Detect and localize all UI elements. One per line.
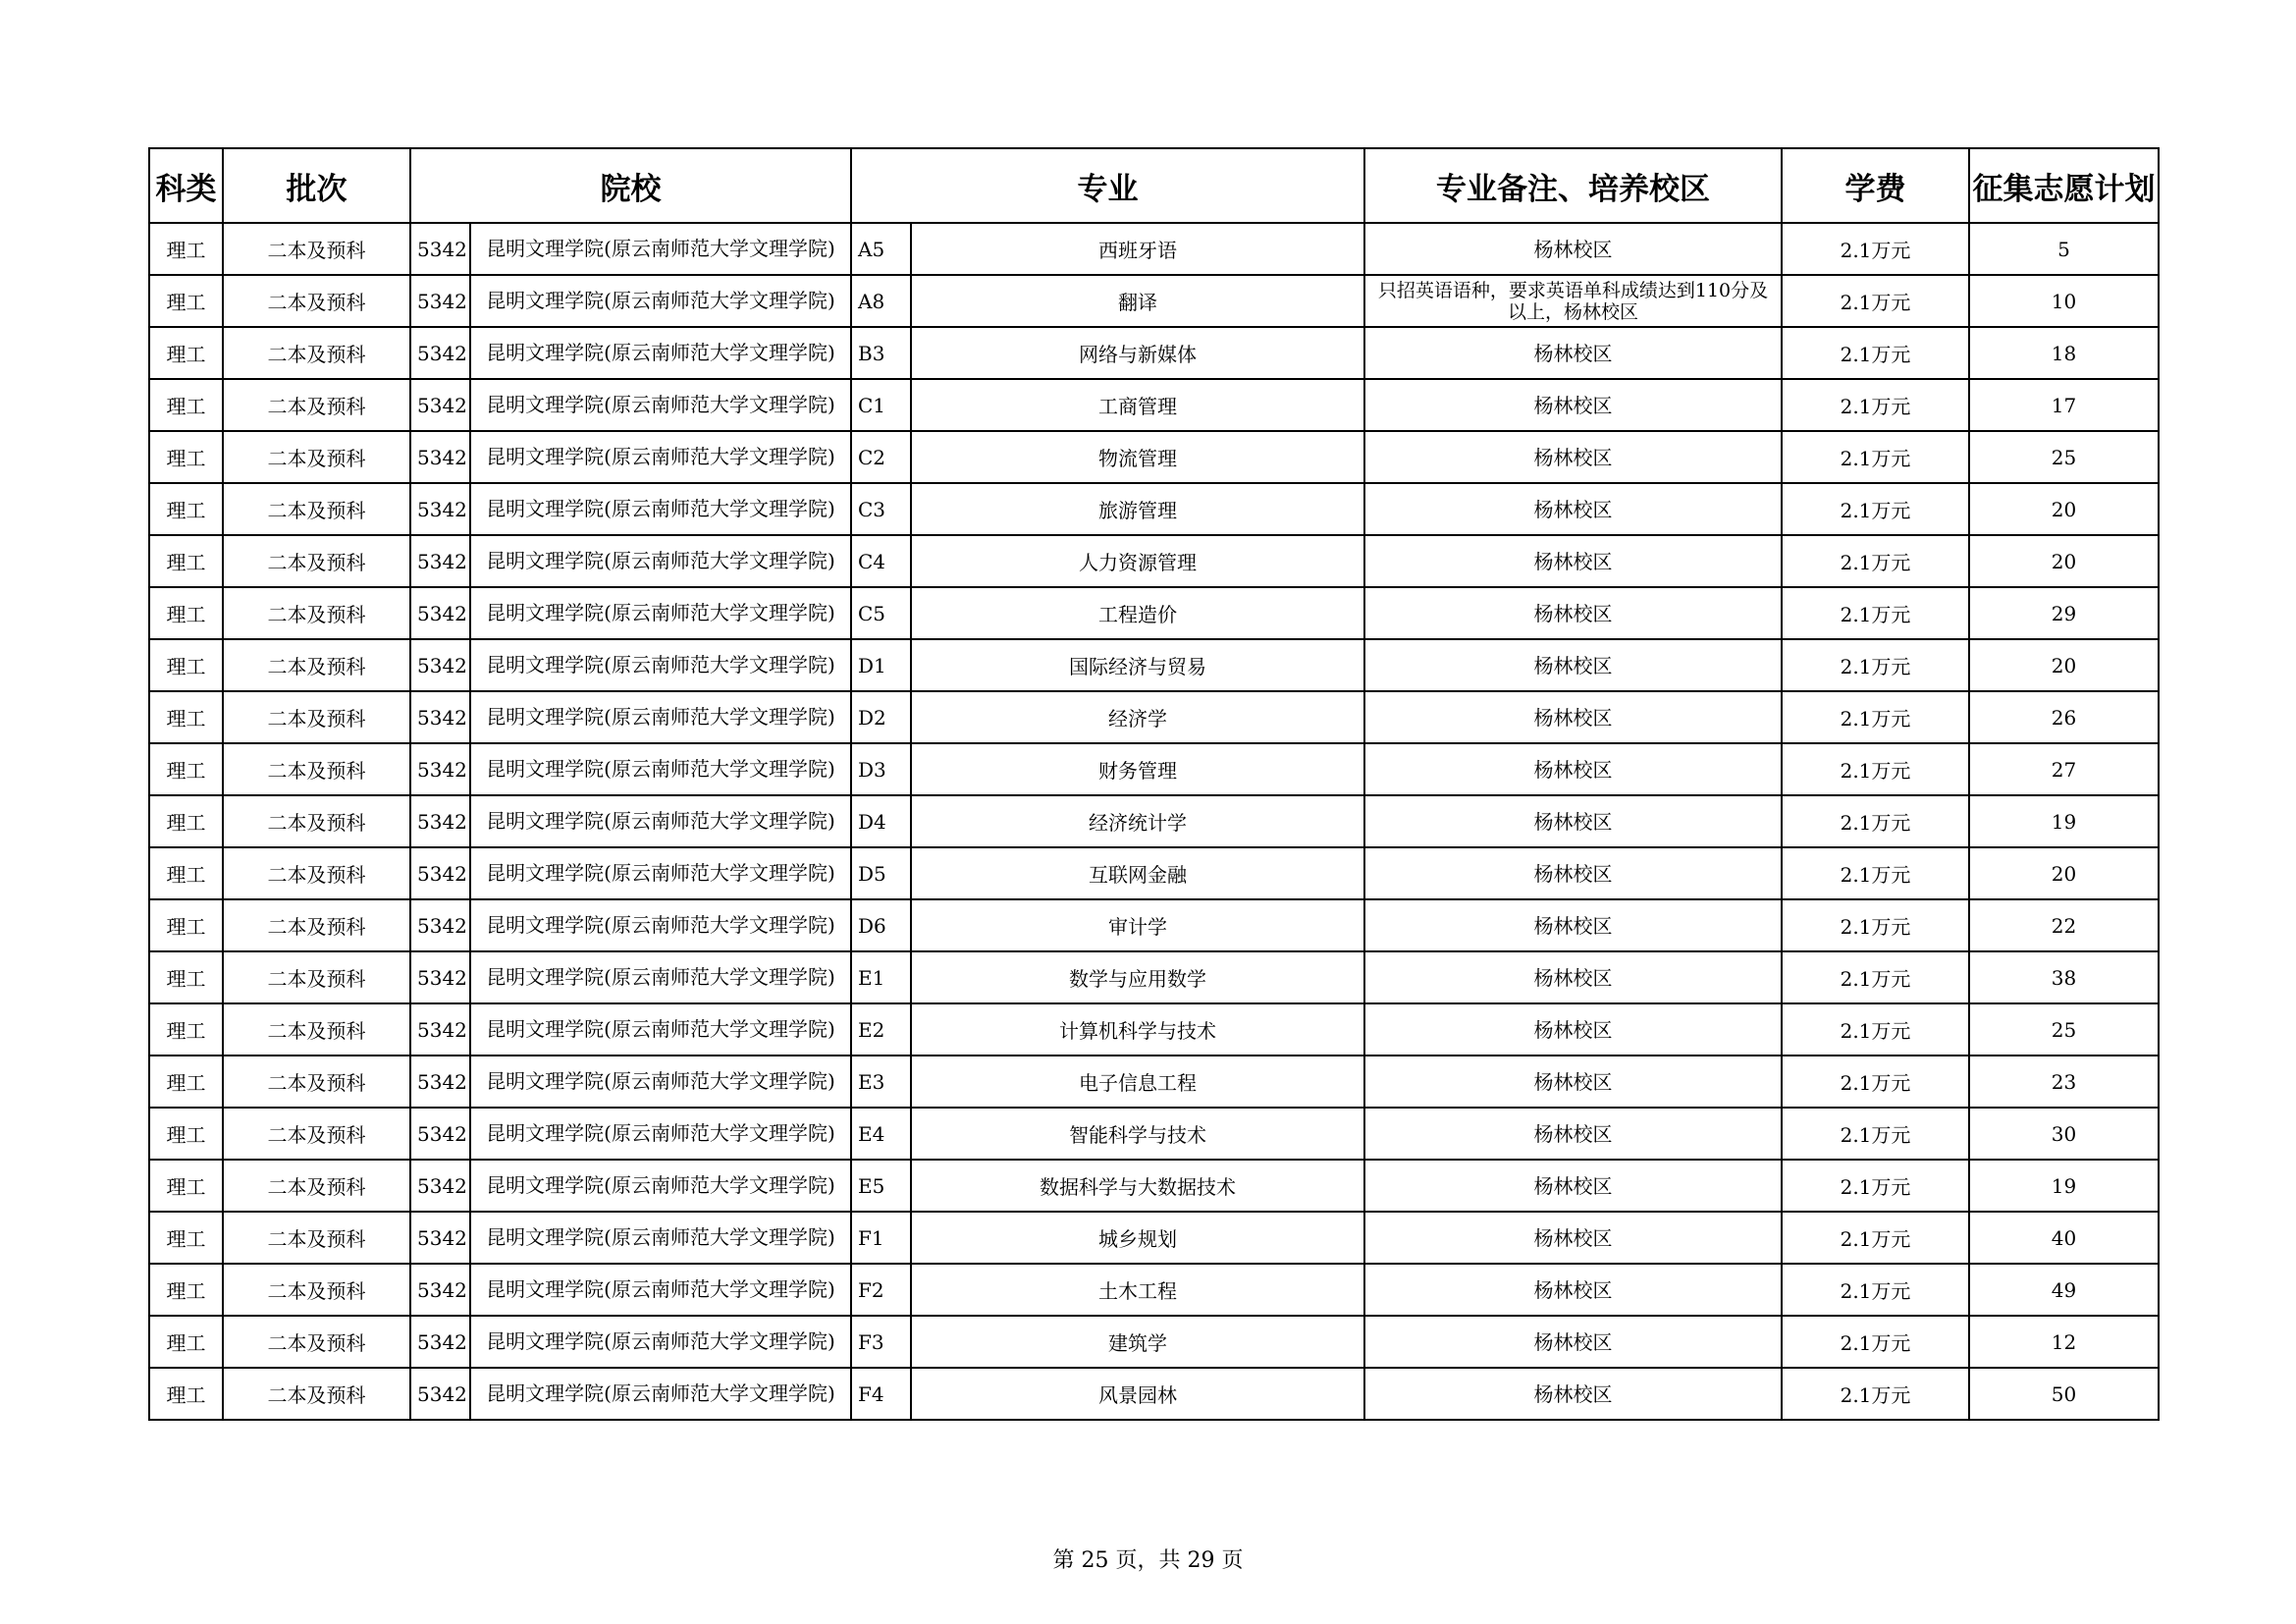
cell-fee: 2.1万元 — [1782, 795, 1969, 847]
cell-school-code: 5342 — [410, 587, 470, 639]
cell-remark: 杨林校区 — [1364, 951, 1782, 1003]
cell-batch: 二本及预科 — [223, 691, 410, 743]
cell-fee: 2.1万元 — [1782, 1056, 1969, 1108]
cell-category: 理工 — [149, 223, 223, 275]
cell-major: 国际经济与贸易 — [911, 639, 1364, 691]
cell-school-code: 5342 — [410, 327, 470, 379]
cell-major: 人力资源管理 — [911, 535, 1364, 587]
cell-category: 理工 — [149, 483, 223, 535]
cell-plan: 25 — [1969, 1003, 2159, 1056]
cell-fee: 2.1万元 — [1782, 1003, 1969, 1056]
cell-plan: 19 — [1969, 795, 2159, 847]
cell-major-code: F4 — [851, 1368, 911, 1420]
cell-major-code: D6 — [851, 899, 911, 951]
cell-batch: 二本及预科 — [223, 379, 410, 431]
cell-fee: 2.1万元 — [1782, 899, 1969, 951]
cell-category: 理工 — [149, 587, 223, 639]
cell-category: 理工 — [149, 743, 223, 795]
cell-school-code: 5342 — [410, 535, 470, 587]
page-footer: 第 25 页，共 29 页 — [1052, 1548, 1244, 1573]
cell-fee: 2.1万元 — [1782, 483, 1969, 535]
cell-school-code: 5342 — [410, 1264, 470, 1316]
cell-remark: 杨林校区 — [1364, 483, 1782, 535]
cell-school-name: 昆明文理学院(原云南师范大学文理学院) — [470, 951, 851, 1003]
cell-school-code: 5342 — [410, 1160, 470, 1212]
cell-plan: 20 — [1969, 483, 2159, 535]
admission-plan-table — [148, 147, 2160, 1421]
cell-batch: 二本及预科 — [223, 1056, 410, 1108]
header-school: 院校 — [410, 148, 851, 223]
cell-batch: 二本及预科 — [223, 1212, 410, 1264]
cell-major: 翻译 — [911, 275, 1364, 327]
cell-batch: 二本及预科 — [223, 483, 410, 535]
cell-category: 理工 — [149, 431, 223, 483]
cell-major: 经济统计学 — [911, 795, 1364, 847]
cell-plan: 40 — [1969, 1212, 2159, 1264]
cell-school-name: 昆明文理学院(原云南师范大学文理学院) — [470, 1264, 851, 1316]
cell-remark: 杨林校区 — [1364, 1316, 1782, 1368]
cell-major-code: F1 — [851, 1212, 911, 1264]
cell-fee: 2.1万元 — [1782, 223, 1969, 275]
cell-category: 理工 — [149, 1368, 223, 1420]
cell-remark: 杨林校区 — [1364, 899, 1782, 951]
header-remark: 专业备注、培养校区 — [1364, 148, 1782, 223]
cell-school-code: 5342 — [410, 1056, 470, 1108]
cell-fee: 2.1万元 — [1782, 1316, 1969, 1368]
cell-plan: 27 — [1969, 743, 2159, 795]
cell-school-code: 5342 — [410, 431, 470, 483]
cell-school-code: 5342 — [410, 847, 470, 899]
cell-remark: 杨林校区 — [1364, 587, 1782, 639]
table-row — [149, 1056, 2159, 1108]
cell-school-name: 昆明文理学院(原云南师范大学文理学院) — [470, 899, 851, 951]
cell-school-name: 昆明文理学院(原云南师范大学文理学院) — [470, 1108, 851, 1160]
cell-school-name: 昆明文理学院(原云南师范大学文理学院) — [470, 639, 851, 691]
cell-fee: 2.1万元 — [1782, 1264, 1969, 1316]
cell-batch: 二本及预科 — [223, 535, 410, 587]
cell-school-name: 昆明文理学院(原云南师范大学文理学院) — [470, 1368, 851, 1420]
cell-major: 物流管理 — [911, 431, 1364, 483]
cell-remark: 杨林校区 — [1364, 1264, 1782, 1316]
cell-batch: 二本及预科 — [223, 1108, 410, 1160]
cell-category: 理工 — [149, 1108, 223, 1160]
cell-school-name: 昆明文理学院(原云南师范大学文理学院) — [470, 275, 851, 327]
cell-major-code: D5 — [851, 847, 911, 899]
cell-remark: 杨林校区 — [1364, 1003, 1782, 1056]
cell-school-name: 昆明文理学院(原云南师范大学文理学院) — [470, 1003, 851, 1056]
cell-major-code: C5 — [851, 587, 911, 639]
cell-school-name: 昆明文理学院(原云南师范大学文理学院) — [470, 1212, 851, 1264]
cell-plan: 10 — [1969, 275, 2159, 327]
table-row — [149, 847, 2159, 899]
cell-school-code: 5342 — [410, 691, 470, 743]
table-row — [149, 223, 2159, 275]
header-category: 科类 — [149, 148, 223, 223]
cell-category: 理工 — [149, 535, 223, 587]
cell-category: 理工 — [149, 275, 223, 327]
cell-plan: 26 — [1969, 691, 2159, 743]
cell-batch: 二本及预科 — [223, 899, 410, 951]
cell-fee: 2.1万元 — [1782, 327, 1969, 379]
cell-category: 理工 — [149, 1056, 223, 1108]
cell-batch: 二本及预科 — [223, 639, 410, 691]
cell-school-name: 昆明文理学院(原云南师范大学文理学院) — [470, 743, 851, 795]
cell-fee: 2.1万元 — [1782, 1160, 1969, 1212]
table-row — [149, 691, 2159, 743]
cell-school-code: 5342 — [410, 275, 470, 327]
table-row — [149, 743, 2159, 795]
table-row — [149, 587, 2159, 639]
cell-major: 财务管理 — [911, 743, 1364, 795]
cell-plan: 5 — [1969, 223, 2159, 275]
cell-category: 理工 — [149, 951, 223, 1003]
table-row — [149, 431, 2159, 483]
cell-major: 工商管理 — [911, 379, 1364, 431]
cell-remark: 杨林校区 — [1364, 691, 1782, 743]
cell-remark: 杨林校区 — [1364, 743, 1782, 795]
table-row — [149, 1368, 2159, 1420]
cell-fee: 2.1万元 — [1782, 847, 1969, 899]
cell-remark: 杨林校区 — [1364, 1056, 1782, 1108]
cell-school-name: 昆明文理学院(原云南师范大学文理学院) — [470, 691, 851, 743]
table-row — [149, 1212, 2159, 1264]
table-header-row — [149, 148, 2159, 223]
cell-major-code: D2 — [851, 691, 911, 743]
cell-fee: 2.1万元 — [1782, 1368, 1969, 1420]
cell-school-name: 昆明文理学院(原云南师范大学文理学院) — [470, 1316, 851, 1368]
cell-remark: 杨林校区 — [1364, 535, 1782, 587]
cell-major: 城乡规划 — [911, 1212, 1364, 1264]
cell-school-name: 昆明文理学院(原云南师范大学文理学院) — [470, 327, 851, 379]
table-row — [149, 483, 2159, 535]
cell-fee: 2.1万元 — [1782, 743, 1969, 795]
table-row — [149, 951, 2159, 1003]
cell-major-code: E2 — [851, 1003, 911, 1056]
cell-fee: 2.1万元 — [1782, 639, 1969, 691]
cell-remark: 只招英语语种，要求英语单科成绩达到110分及以上，杨林校区 — [1364, 275, 1782, 327]
cell-fee: 2.1万元 — [1782, 587, 1969, 639]
cell-school-name: 昆明文理学院(原云南师范大学文理学院) — [470, 535, 851, 587]
cell-remark: 杨林校区 — [1364, 639, 1782, 691]
table-row — [149, 899, 2159, 951]
cell-school-code: 5342 — [410, 379, 470, 431]
header-batch: 批次 — [223, 148, 410, 223]
cell-batch: 二本及预科 — [223, 743, 410, 795]
cell-category: 理工 — [149, 1212, 223, 1264]
cell-plan: 20 — [1969, 639, 2159, 691]
cell-category: 理工 — [149, 327, 223, 379]
cell-school-name: 昆明文理学院(原云南师范大学文理学院) — [470, 795, 851, 847]
header-fee: 学费 — [1782, 148, 1969, 223]
cell-category: 理工 — [149, 1003, 223, 1056]
table-row — [149, 275, 2159, 327]
cell-major-code: E4 — [851, 1108, 911, 1160]
cell-batch: 二本及预科 — [223, 1316, 410, 1368]
cell-category: 理工 — [149, 379, 223, 431]
cell-category: 理工 — [149, 639, 223, 691]
cell-remark: 杨林校区 — [1364, 1160, 1782, 1212]
cell-remark: 杨林校区 — [1364, 795, 1782, 847]
cell-major-code: A8 — [851, 275, 911, 327]
table-row — [149, 1316, 2159, 1368]
cell-school-code: 5342 — [410, 795, 470, 847]
cell-fee: 2.1万元 — [1782, 379, 1969, 431]
cell-plan: 38 — [1969, 951, 2159, 1003]
cell-major: 建筑学 — [911, 1316, 1364, 1368]
cell-batch: 二本及预科 — [223, 587, 410, 639]
cell-major: 西班牙语 — [911, 223, 1364, 275]
cell-batch: 二本及预科 — [223, 223, 410, 275]
cell-remark: 杨林校区 — [1364, 379, 1782, 431]
cell-batch: 二本及预科 — [223, 327, 410, 379]
cell-school-code: 5342 — [410, 1108, 470, 1160]
cell-school-name: 昆明文理学院(原云南师范大学文理学院) — [470, 431, 851, 483]
cell-category: 理工 — [149, 1316, 223, 1368]
cell-major-code: D3 — [851, 743, 911, 795]
cell-school-code: 5342 — [410, 899, 470, 951]
cell-batch: 二本及预科 — [223, 795, 410, 847]
cell-category: 理工 — [149, 899, 223, 951]
cell-major: 互联网金融 — [911, 847, 1364, 899]
cell-major: 电子信息工程 — [911, 1056, 1364, 1108]
cell-remark: 杨林校区 — [1364, 847, 1782, 899]
cell-major: 工程造价 — [911, 587, 1364, 639]
cell-plan: 17 — [1969, 379, 2159, 431]
cell-batch: 二本及预科 — [223, 1368, 410, 1420]
cell-major: 智能科学与技术 — [911, 1108, 1364, 1160]
cell-category: 理工 — [149, 1264, 223, 1316]
cell-school-code: 5342 — [410, 223, 470, 275]
cell-plan: 20 — [1969, 535, 2159, 587]
cell-major-code: A5 — [851, 223, 911, 275]
cell-batch: 二本及预科 — [223, 1264, 410, 1316]
cell-plan: 20 — [1969, 847, 2159, 899]
cell-major: 网络与新媒体 — [911, 327, 1364, 379]
cell-fee: 2.1万元 — [1782, 1212, 1969, 1264]
cell-school-code: 5342 — [410, 951, 470, 1003]
cell-major: 审计学 — [911, 899, 1364, 951]
cell-fee: 2.1万元 — [1782, 1108, 1969, 1160]
cell-major-code: B3 — [851, 327, 911, 379]
cell-batch: 二本及预科 — [223, 275, 410, 327]
cell-fee: 2.1万元 — [1782, 951, 1969, 1003]
cell-school-code: 5342 — [410, 1212, 470, 1264]
header-major: 专业 — [851, 148, 1364, 223]
cell-major-code: E3 — [851, 1056, 911, 1108]
cell-category: 理工 — [149, 1160, 223, 1212]
cell-plan: 25 — [1969, 431, 2159, 483]
cell-major-code: C1 — [851, 379, 911, 431]
cell-remark: 杨林校区 — [1364, 1368, 1782, 1420]
cell-major-code: F3 — [851, 1316, 911, 1368]
cell-school-name: 昆明文理学院(原云南师范大学文理学院) — [470, 379, 851, 431]
table-row — [149, 639, 2159, 691]
cell-school-name: 昆明文理学院(原云南师范大学文理学院) — [470, 847, 851, 899]
cell-school-name: 昆明文理学院(原云南师范大学文理学院) — [470, 483, 851, 535]
cell-plan: 18 — [1969, 327, 2159, 379]
cell-major: 数据科学与大数据技术 — [911, 1160, 1364, 1212]
table-row — [149, 1264, 2159, 1316]
cell-major-code: D1 — [851, 639, 911, 691]
cell-school-code: 5342 — [410, 1316, 470, 1368]
cell-major: 计算机科学与技术 — [911, 1003, 1364, 1056]
cell-school-name: 昆明文理学院(原云南师范大学文理学院) — [470, 587, 851, 639]
cell-school-code: 5342 — [410, 639, 470, 691]
cell-school-code: 5342 — [410, 743, 470, 795]
cell-batch: 二本及预科 — [223, 847, 410, 899]
cell-major-code: C4 — [851, 535, 911, 587]
cell-plan: 22 — [1969, 899, 2159, 951]
cell-major-code: C2 — [851, 431, 911, 483]
cell-category: 理工 — [149, 795, 223, 847]
cell-school-name: 昆明文理学院(原云南师范大学文理学院) — [470, 1160, 851, 1212]
cell-school-name: 昆明文理学院(原云南师范大学文理学院) — [470, 223, 851, 275]
table-body — [149, 223, 2159, 1420]
cell-fee: 2.1万元 — [1782, 691, 1969, 743]
cell-plan: 12 — [1969, 1316, 2159, 1368]
table-row — [149, 327, 2159, 379]
table-row — [149, 1160, 2159, 1212]
table-row — [149, 1108, 2159, 1160]
cell-major: 旅游管理 — [911, 483, 1364, 535]
table-row — [149, 379, 2159, 431]
cell-plan: 23 — [1969, 1056, 2159, 1108]
cell-school-code: 5342 — [410, 1003, 470, 1056]
cell-school-name: 昆明文理学院(原云南师范大学文理学院) — [470, 1056, 851, 1108]
cell-major-code: D4 — [851, 795, 911, 847]
cell-major-code: E5 — [851, 1160, 911, 1212]
cell-major: 经济学 — [911, 691, 1364, 743]
cell-fee: 2.1万元 — [1782, 535, 1969, 587]
cell-batch: 二本及预科 — [223, 1003, 410, 1056]
cell-plan: 49 — [1969, 1264, 2159, 1316]
cell-major: 数学与应用数学 — [911, 951, 1364, 1003]
cell-plan: 19 — [1969, 1160, 2159, 1212]
cell-school-code: 5342 — [410, 1368, 470, 1420]
cell-remark: 杨林校区 — [1364, 1212, 1782, 1264]
cell-plan: 29 — [1969, 587, 2159, 639]
cell-remark: 杨林校区 — [1364, 1108, 1782, 1160]
cell-major-code: E1 — [851, 951, 911, 1003]
cell-major-code: C3 — [851, 483, 911, 535]
cell-remark: 杨林校区 — [1364, 431, 1782, 483]
cell-batch: 二本及预科 — [223, 1160, 410, 1212]
table-row — [149, 1003, 2159, 1056]
cell-remark: 杨林校区 — [1364, 327, 1782, 379]
cell-major: 风景园林 — [911, 1368, 1364, 1420]
cell-fee: 2.1万元 — [1782, 275, 1969, 327]
cell-school-code: 5342 — [410, 483, 470, 535]
cell-category: 理工 — [149, 847, 223, 899]
cell-plan: 50 — [1969, 1368, 2159, 1420]
header-plan: 征集志愿计划 — [1969, 148, 2159, 223]
table-row — [149, 535, 2159, 587]
cell-fee: 2.1万元 — [1782, 431, 1969, 483]
cell-major: 土木工程 — [911, 1264, 1364, 1316]
cell-batch: 二本及预科 — [223, 431, 410, 483]
table-row — [149, 795, 2159, 847]
cell-remark: 杨林校区 — [1364, 223, 1782, 275]
cell-major-code: F2 — [851, 1264, 911, 1316]
cell-plan: 30 — [1969, 1108, 2159, 1160]
cell-category: 理工 — [149, 691, 223, 743]
cell-batch: 二本及预科 — [223, 951, 410, 1003]
